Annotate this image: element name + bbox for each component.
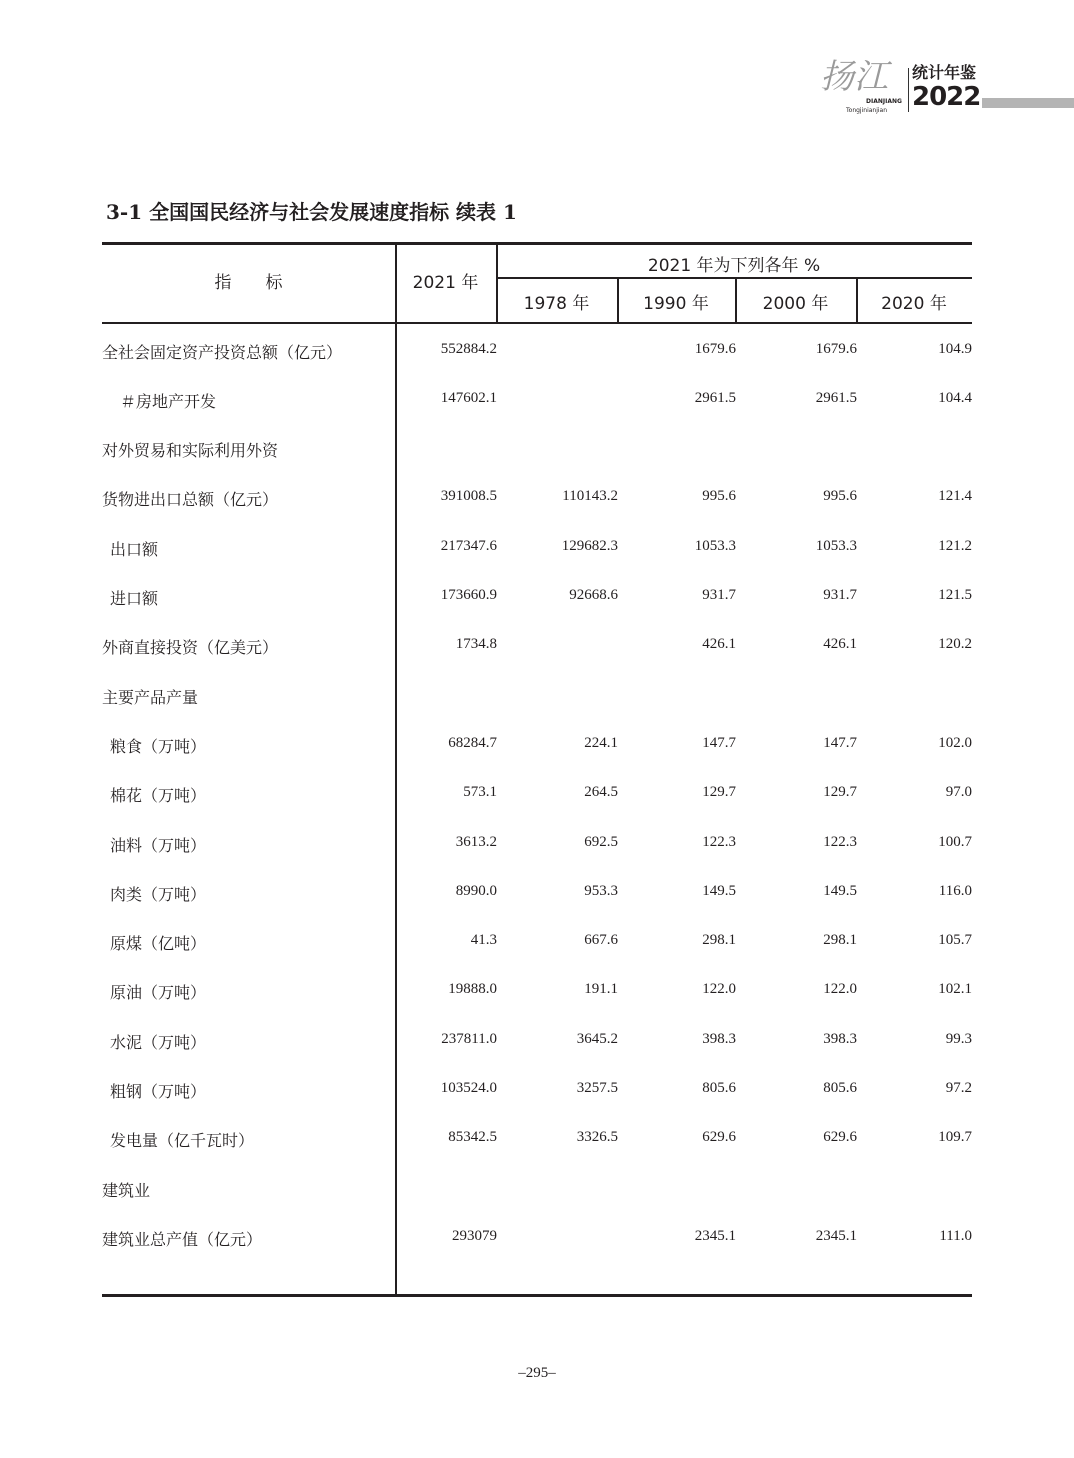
cell-value: 2961.5 bbox=[694, 389, 736, 406]
row-label: ＃房地产开发 bbox=[120, 391, 217, 411]
row-label: 全社会固定资产投资总额（亿元） bbox=[102, 342, 343, 362]
cell-value: 103524.0 bbox=[440, 1080, 497, 1096]
row-label: 外商直接投资（亿美元） bbox=[102, 638, 279, 658]
cell-value: 237811.0 bbox=[441, 1030, 497, 1047]
cell-value: 19888.0 bbox=[448, 981, 497, 998]
table-row bbox=[102, 670, 972, 719]
cell-value: 41.3 bbox=[470, 932, 497, 949]
cell-value: 1679.6 bbox=[694, 340, 736, 357]
row-label: 发电量（亿千瓦时） bbox=[110, 1131, 255, 1151]
cell-value: 97.0 bbox=[945, 784, 972, 801]
cell-value: 121.4 bbox=[938, 488, 972, 505]
cell-value: 85342.5 bbox=[448, 1129, 497, 1146]
row-label: 货物进出口总额（亿元） bbox=[102, 490, 279, 510]
row-label: 原煤（亿吨） bbox=[110, 934, 207, 954]
cell-value: 100.7 bbox=[938, 833, 972, 850]
cell-value: 122.3 bbox=[823, 833, 857, 850]
cell-value: 3257.5 bbox=[576, 1080, 618, 1096]
cell-value: 68284.7 bbox=[448, 734, 497, 751]
row-label: 出口额 bbox=[110, 539, 159, 559]
cell-value: 173660.9 bbox=[440, 587, 497, 603]
cell-value: 8990.0 bbox=[455, 882, 497, 899]
row-label: 水泥（万吨） bbox=[110, 1032, 207, 1052]
cell-value: 953.3 bbox=[584, 882, 618, 899]
logo-year: 2022 bbox=[912, 82, 981, 112]
cell-value: 573.1 bbox=[463, 784, 497, 801]
row-label: 对外贸易和实际利用外资 bbox=[102, 441, 279, 461]
header-indicator: 指 标 bbox=[214, 273, 283, 293]
header-2020: 2020 年 bbox=[881, 294, 947, 314]
table-row bbox=[102, 719, 972, 768]
header-1978: 1978 年 bbox=[523, 294, 590, 314]
row-label: 肉类（万吨） bbox=[110, 884, 207, 904]
row-label: 油料（万吨） bbox=[110, 835, 207, 855]
cell-value: 129682.3 bbox=[561, 537, 618, 554]
row-label: 进口额 bbox=[110, 589, 159, 608]
table-row bbox=[102, 571, 972, 620]
row-label: 主要产品产量 bbox=[102, 687, 199, 707]
cell-value: 995.6 bbox=[702, 488, 736, 505]
row-label: 建筑业 bbox=[102, 1180, 151, 1200]
cell-value: 629.6 bbox=[823, 1129, 857, 1146]
logo-pinyin-sub: Tongjinianjian bbox=[846, 107, 888, 114]
table-row bbox=[102, 1113, 972, 1162]
cell-value: 298.1 bbox=[702, 932, 736, 949]
cell-value: 97.2 bbox=[945, 1080, 972, 1096]
cell-value: 629.6 bbox=[702, 1129, 736, 1146]
cell-value: 129.7 bbox=[823, 784, 857, 801]
logo-calligraphy: 扬江 bbox=[820, 57, 888, 97]
page-number: –295– bbox=[518, 1365, 556, 1381]
cell-value: 147.7 bbox=[823, 734, 857, 751]
cell-value: 121.5 bbox=[938, 587, 972, 603]
cell-value: 191.1 bbox=[584, 981, 618, 998]
header-bar bbox=[982, 98, 1074, 108]
table-row bbox=[102, 1015, 972, 1064]
table-bottom-rule bbox=[102, 1294, 972, 1297]
table-row bbox=[102, 472, 972, 521]
cell-value: 931.7 bbox=[823, 587, 857, 603]
cell-value: 3613.2 bbox=[455, 833, 497, 850]
cell-value: 147602.1 bbox=[440, 389, 497, 406]
cell-value: 398.3 bbox=[702, 1030, 736, 1047]
cell-value: 805.6 bbox=[823, 1080, 857, 1096]
cell-value: 102.0 bbox=[938, 734, 972, 751]
cell-value: 99.3 bbox=[945, 1030, 972, 1047]
cell-value: 217347.6 bbox=[440, 537, 497, 554]
row-label: 棉花（万吨） bbox=[110, 786, 207, 806]
cell-value: 426.1 bbox=[823, 636, 857, 653]
header-mid-rule bbox=[496, 277, 972, 279]
yearbook-logo bbox=[820, 58, 1074, 118]
logo-divider bbox=[908, 68, 909, 112]
row-label: 原油（万吨） bbox=[110, 983, 207, 1003]
cell-value: 149.5 bbox=[823, 882, 857, 899]
cell-value: 426.1 bbox=[702, 636, 736, 653]
row-label: 建筑业总产值（亿元） bbox=[102, 1229, 263, 1249]
cell-value: 149.5 bbox=[702, 882, 736, 899]
table-row bbox=[102, 916, 972, 965]
cell-value: 1053.3 bbox=[815, 537, 857, 554]
table-row bbox=[102, 1212, 972, 1261]
cell-value: 667.6 bbox=[584, 932, 618, 949]
cell-value: 122.0 bbox=[823, 981, 857, 998]
cell-value: 1679.6 bbox=[815, 340, 857, 357]
table-row bbox=[102, 867, 972, 916]
cell-value: 264.5 bbox=[584, 784, 618, 801]
cell-value: 109.7 bbox=[938, 1129, 972, 1146]
cell-value: 120.2 bbox=[938, 636, 972, 653]
cell-value: 104.4 bbox=[938, 389, 972, 406]
table-title: 3-1 全国国民经济与社会发展速度指标 续表 1 bbox=[106, 200, 517, 224]
cell-value: 2961.5 bbox=[815, 389, 857, 406]
cell-value: 102.1 bbox=[938, 981, 972, 998]
cell-value: 224.1 bbox=[584, 734, 618, 751]
cell-value: 105.7 bbox=[938, 932, 972, 949]
cell-value: 995.6 bbox=[823, 488, 857, 505]
cell-value: 931.7 bbox=[702, 587, 736, 603]
header-2021: 2021 年 bbox=[412, 273, 479, 293]
cell-value: 104.9 bbox=[938, 340, 972, 357]
cell-value: 298.1 bbox=[823, 932, 857, 949]
cell-value: 147.7 bbox=[702, 734, 736, 751]
cell-value: 293079 bbox=[452, 1227, 497, 1244]
cell-value: 2345.1 bbox=[815, 1227, 857, 1244]
cell-value: 122.3 bbox=[702, 833, 736, 850]
table-row bbox=[102, 768, 972, 817]
table-row bbox=[102, 620, 972, 669]
header-bottom-rule bbox=[102, 322, 972, 324]
header-1990: 1990 年 bbox=[643, 294, 709, 314]
header-group: 2021 年为下列各年 % bbox=[647, 256, 821, 276]
table-row bbox=[102, 1064, 972, 1113]
cell-value: 391008.5 bbox=[440, 488, 497, 505]
cell-value: 129.7 bbox=[702, 784, 736, 801]
cell-value: 92668.6 bbox=[569, 587, 618, 603]
cell-value: 110143.2 bbox=[562, 488, 618, 505]
table-top-rule bbox=[102, 242, 972, 245]
cell-value: 116.0 bbox=[938, 882, 972, 899]
logo-pinyin: DIANJIANG bbox=[866, 98, 902, 105]
row-label: 粗钢（万吨） bbox=[110, 1082, 207, 1101]
cell-value: 122.0 bbox=[702, 981, 736, 998]
row-label: 粮食（万吨） bbox=[110, 736, 207, 756]
table-row bbox=[102, 965, 972, 1014]
logo-title: 统计年鉴 bbox=[912, 63, 977, 82]
cell-value: 398.3 bbox=[823, 1030, 857, 1047]
cell-value: 111.0 bbox=[939, 1227, 972, 1244]
table-row bbox=[102, 522, 972, 571]
cell-value: 552884.2 bbox=[440, 340, 497, 357]
cell-value: 805.6 bbox=[702, 1080, 736, 1096]
table-row bbox=[102, 1163, 972, 1212]
cell-value: 692.5 bbox=[584, 833, 618, 850]
table-row bbox=[102, 325, 972, 374]
cell-value: 3645.2 bbox=[576, 1030, 618, 1047]
cell-value: 121.2 bbox=[938, 537, 972, 554]
cell-value: 1053.3 bbox=[694, 537, 736, 554]
cell-value: 1734.8 bbox=[455, 636, 497, 653]
table-row bbox=[102, 423, 972, 472]
table-row bbox=[102, 374, 972, 423]
cell-value: 3326.5 bbox=[576, 1129, 618, 1146]
table-row bbox=[102, 818, 972, 867]
header-2000: 2000 年 bbox=[762, 294, 829, 314]
cell-value: 2345.1 bbox=[694, 1227, 736, 1244]
